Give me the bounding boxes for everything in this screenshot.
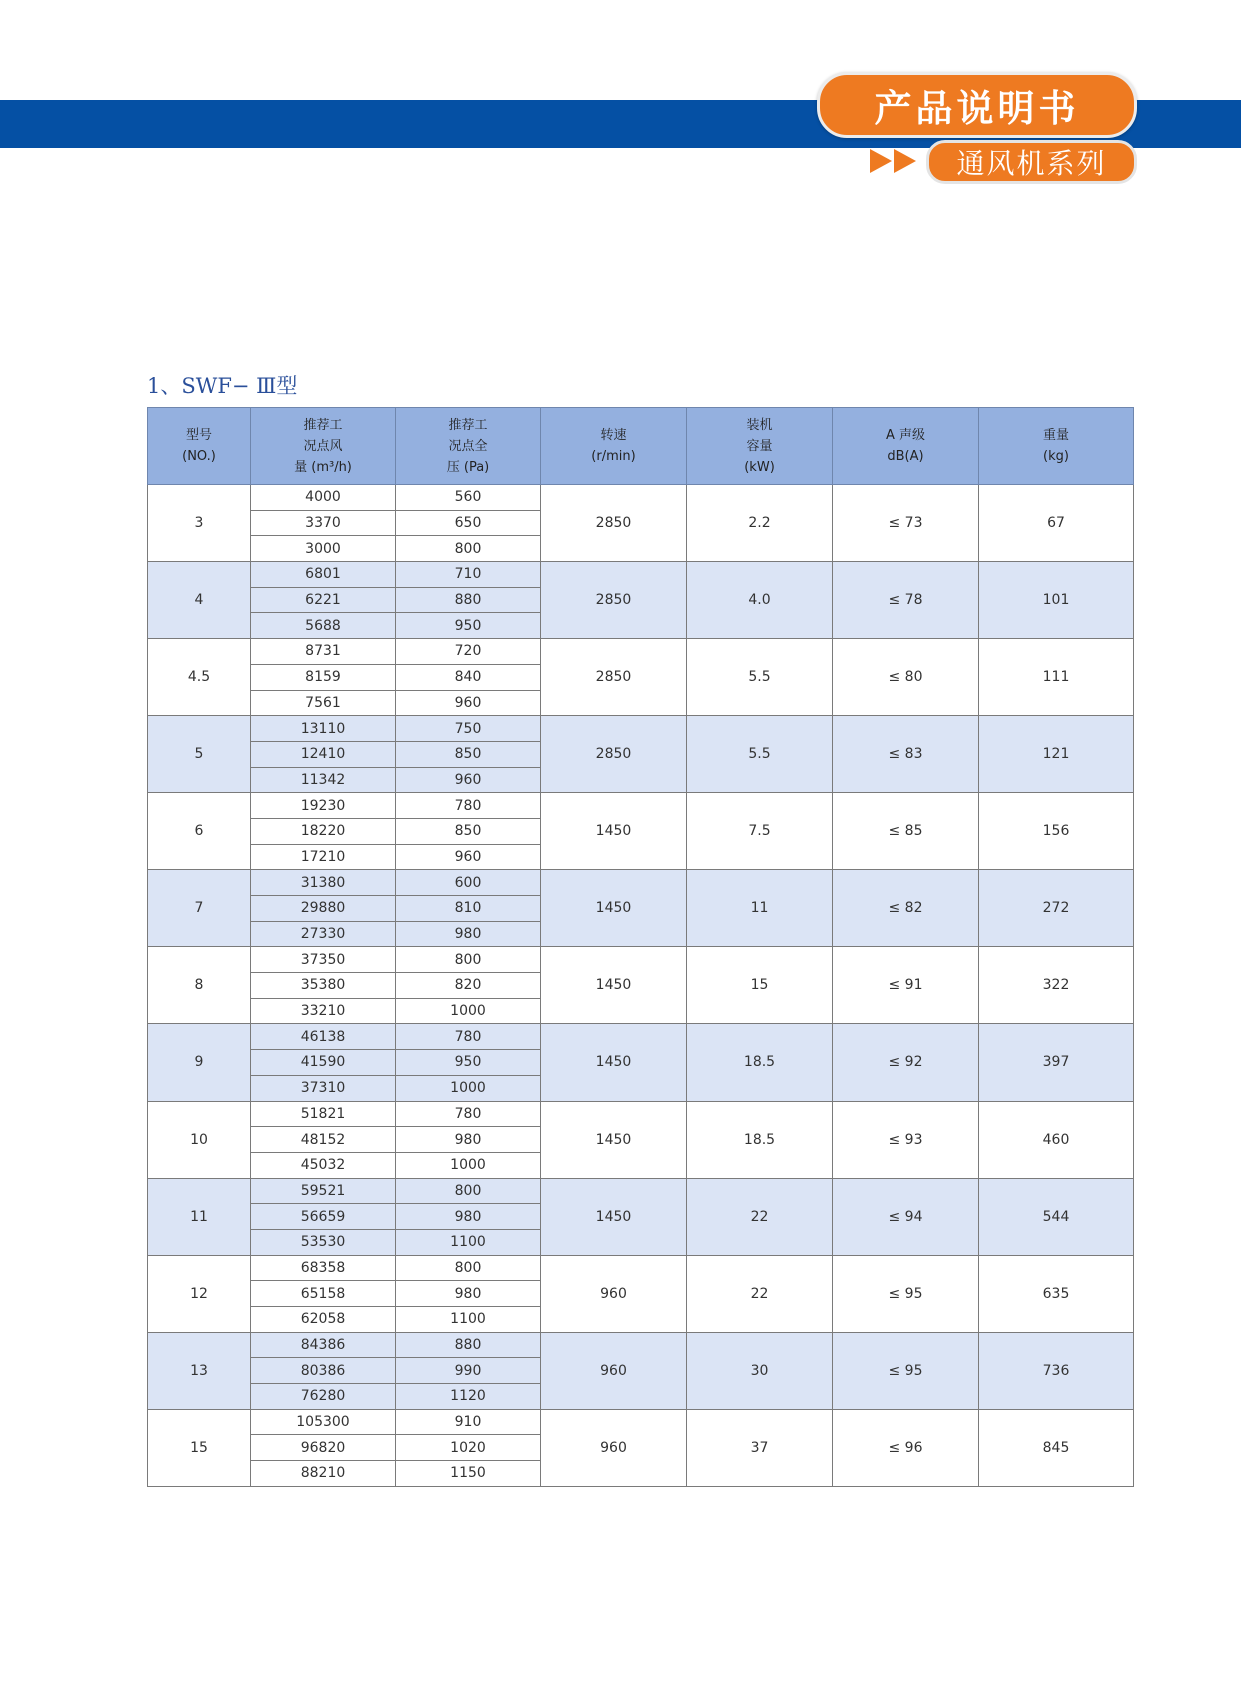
power-cell: 18.5 xyxy=(687,1101,833,1178)
pressure-cell: 980 xyxy=(396,1281,541,1307)
power-cell: 2.2 xyxy=(687,485,833,562)
airflow-cell: 13110 xyxy=(251,716,396,742)
pressure-cell: 980 xyxy=(396,921,541,947)
weight-cell: 845 xyxy=(979,1409,1134,1486)
power-cell: 18.5 xyxy=(687,1024,833,1101)
airflow-cell: 51821 xyxy=(251,1101,396,1127)
power-cell: 4.0 xyxy=(687,562,833,639)
power-cell: 22 xyxy=(687,1255,833,1332)
airflow-cell: 3370 xyxy=(251,510,396,536)
airflow-cell: 6221 xyxy=(251,587,396,613)
airflow-cell: 19230 xyxy=(251,793,396,819)
model-no-cell: 4.5 xyxy=(148,639,251,716)
table-row xyxy=(148,947,1134,973)
power-cell: 11 xyxy=(687,870,833,947)
pressure-cell: 560 xyxy=(396,485,541,511)
pressure-cell: 750 xyxy=(396,716,541,742)
pressure-cell: 1100 xyxy=(396,1307,541,1333)
noise-cell: ≤ 78 xyxy=(833,562,979,639)
airflow-cell: 27330 xyxy=(251,921,396,947)
column-header xyxy=(541,408,687,485)
weight-cell: 67 xyxy=(979,485,1134,562)
noise-cell: ≤ 80 xyxy=(833,639,979,716)
airflow-cell: 11342 xyxy=(251,767,396,793)
weight-cell: 544 xyxy=(979,1178,1134,1255)
column-header-line: (kW) xyxy=(744,459,775,475)
column-header-line: 重量 xyxy=(1042,428,1069,443)
pressure-cell: 650 xyxy=(396,510,541,536)
column-header-line: dB(A) xyxy=(887,449,924,464)
table-row xyxy=(148,1409,1134,1435)
power-cell: 5.5 xyxy=(687,639,833,716)
model-no-cell: 15 xyxy=(148,1409,251,1486)
speed-cell: 2850 xyxy=(541,639,687,716)
pressure-cell: 710 xyxy=(396,562,541,588)
pressure-cell: 1000 xyxy=(396,998,541,1024)
speed-cell: 1450 xyxy=(541,1101,687,1178)
speed-cell: 1450 xyxy=(541,870,687,947)
column-header-line: 转速 xyxy=(600,428,627,443)
noise-cell: ≤ 82 xyxy=(833,870,979,947)
table-row xyxy=(148,793,1134,819)
weight-cell: 635 xyxy=(979,1255,1134,1332)
airflow-cell: 12410 xyxy=(251,741,396,767)
noise-cell: ≤ 73 xyxy=(833,485,979,562)
power-cell: 7.5 xyxy=(687,793,833,870)
noise-cell: ≤ 85 xyxy=(833,793,979,870)
weight-cell: 322 xyxy=(979,947,1134,1024)
airflow-cell: 45032 xyxy=(251,1152,396,1178)
spec-table xyxy=(147,407,1134,1487)
pressure-cell: 840 xyxy=(396,664,541,690)
airflow-cell: 53530 xyxy=(251,1229,396,1255)
weight-cell: 460 xyxy=(979,1101,1134,1178)
speed-cell: 960 xyxy=(541,1332,687,1409)
airflow-cell: 37350 xyxy=(251,947,396,973)
noise-cell: ≤ 92 xyxy=(833,1024,979,1101)
airflow-cell: 35380 xyxy=(251,973,396,999)
pressure-cell: 810 xyxy=(396,896,541,922)
column-header-line: 况点全 xyxy=(448,438,488,454)
airflow-cell: 80386 xyxy=(251,1358,396,1384)
speed-cell: 1450 xyxy=(541,1024,687,1101)
speed-cell: 960 xyxy=(541,1409,687,1486)
column-header xyxy=(979,408,1134,485)
airflow-cell: 8731 xyxy=(251,639,396,665)
pressure-cell: 850 xyxy=(396,741,541,767)
column-header xyxy=(251,408,396,485)
column-header-line: 量 (m³/h) xyxy=(294,459,352,475)
pressure-cell: 960 xyxy=(396,844,541,870)
column-header-line: (kg) xyxy=(1043,449,1069,464)
airflow-cell: 46138 xyxy=(251,1024,396,1050)
column-header-line: 装机 xyxy=(746,417,773,433)
table-row xyxy=(148,1332,1134,1358)
power-cell: 37 xyxy=(687,1409,833,1486)
airflow-cell: 17210 xyxy=(251,844,396,870)
pressure-cell: 1100 xyxy=(396,1229,541,1255)
airflow-cell: 41590 xyxy=(251,1050,396,1076)
column-header-line: 容量 xyxy=(746,438,773,454)
column-header-line: (NO.) xyxy=(182,449,216,464)
speed-cell: 2850 xyxy=(541,716,687,793)
model-no-cell: 3 xyxy=(148,485,251,562)
airflow-cell: 18220 xyxy=(251,818,396,844)
pressure-cell: 850 xyxy=(396,818,541,844)
model-no-cell: 8 xyxy=(148,947,251,1024)
pressure-cell: 960 xyxy=(396,690,541,716)
pressure-cell: 990 xyxy=(396,1358,541,1384)
noise-cell: ≤ 91 xyxy=(833,947,979,1024)
weight-cell: 111 xyxy=(979,639,1134,716)
model-no-cell: 12 xyxy=(148,1255,251,1332)
pressure-cell: 600 xyxy=(396,870,541,896)
column-header-line: A 声级 xyxy=(885,428,926,443)
speed-cell: 2850 xyxy=(541,562,687,639)
airflow-cell: 8159 xyxy=(251,664,396,690)
airflow-cell: 88210 xyxy=(251,1461,396,1487)
model-no-cell: 5 xyxy=(148,716,251,793)
airflow-cell: 56659 xyxy=(251,1204,396,1230)
column-header-line: 推荐工 xyxy=(303,417,343,433)
pressure-cell: 800 xyxy=(396,1178,541,1204)
pressure-cell: 1150 xyxy=(396,1461,541,1487)
weight-cell: 736 xyxy=(979,1332,1134,1409)
noise-cell: ≤ 94 xyxy=(833,1178,979,1255)
table-row xyxy=(148,1255,1134,1281)
airflow-cell: 65158 xyxy=(251,1281,396,1307)
column-header xyxy=(148,408,251,485)
table-row xyxy=(148,485,1134,511)
table-row xyxy=(148,716,1134,742)
airflow-cell: 76280 xyxy=(251,1384,396,1410)
table-row xyxy=(148,562,1134,588)
noise-cell: ≤ 93 xyxy=(833,1101,979,1178)
power-cell: 15 xyxy=(687,947,833,1024)
speed-cell: 1450 xyxy=(541,793,687,870)
model-no-cell: 4 xyxy=(148,562,251,639)
airflow-cell: 68358 xyxy=(251,1255,396,1281)
weight-cell: 272 xyxy=(979,870,1134,947)
pressure-cell: 1120 xyxy=(396,1384,541,1410)
airflow-cell: 31380 xyxy=(251,870,396,896)
noise-cell: ≤ 96 xyxy=(833,1409,979,1486)
table-row xyxy=(148,639,1134,665)
power-cell: 5.5 xyxy=(687,716,833,793)
airflow-cell: 6801 xyxy=(251,562,396,588)
airflow-cell: 29880 xyxy=(251,896,396,922)
power-cell: 22 xyxy=(687,1178,833,1255)
pressure-cell: 980 xyxy=(396,1127,541,1153)
model-no-cell: 6 xyxy=(148,793,251,870)
model-no-cell: 13 xyxy=(148,1332,251,1409)
power-cell: 30 xyxy=(687,1332,833,1409)
speed-cell: 1450 xyxy=(541,1178,687,1255)
column-header-line: 推荐工 xyxy=(448,417,488,433)
airflow-cell: 5688 xyxy=(251,613,396,639)
model-no-cell: 9 xyxy=(148,1024,251,1101)
airflow-cell: 84386 xyxy=(251,1332,396,1358)
airflow-cell: 62058 xyxy=(251,1307,396,1333)
table-row xyxy=(148,1178,1134,1204)
weight-cell: 121 xyxy=(979,716,1134,793)
airflow-cell: 33210 xyxy=(251,998,396,1024)
airflow-cell: 59521 xyxy=(251,1178,396,1204)
pressure-cell: 800 xyxy=(396,536,541,562)
pressure-cell: 720 xyxy=(396,639,541,665)
column-header xyxy=(833,408,979,485)
pressure-cell: 880 xyxy=(396,587,541,613)
double-arrow-icon xyxy=(870,149,918,175)
pressure-cell: 950 xyxy=(396,1050,541,1076)
pressure-cell: 780 xyxy=(396,1101,541,1127)
noise-cell: ≤ 95 xyxy=(833,1332,979,1409)
table-row xyxy=(148,870,1134,896)
pressure-cell: 950 xyxy=(396,613,541,639)
airflow-cell: 4000 xyxy=(251,485,396,511)
airflow-cell: 3000 xyxy=(251,536,396,562)
table-header-row xyxy=(148,408,1134,485)
column-header-line: (r/min) xyxy=(591,449,636,464)
section-title: 1、SWF− Ⅲ型 xyxy=(147,374,298,398)
airflow-cell: 48152 xyxy=(251,1127,396,1153)
weight-cell: 397 xyxy=(979,1024,1134,1101)
pressure-cell: 1000 xyxy=(396,1152,541,1178)
pressure-cell: 960 xyxy=(396,767,541,793)
pressure-cell: 800 xyxy=(396,1255,541,1281)
weight-cell: 156 xyxy=(979,793,1134,870)
speed-cell: 1450 xyxy=(541,947,687,1024)
airflow-cell: 7561 xyxy=(251,690,396,716)
column-header-line: 型号 xyxy=(185,428,212,443)
model-no-cell: 10 xyxy=(148,1101,251,1178)
column-header-line: 况点风 xyxy=(303,438,343,454)
pressure-cell: 1020 xyxy=(396,1435,541,1461)
airflow-cell: 37310 xyxy=(251,1075,396,1101)
table-row xyxy=(148,1024,1134,1050)
model-no-cell: 11 xyxy=(148,1178,251,1255)
column-header xyxy=(687,408,833,485)
column-header xyxy=(396,408,541,485)
pressure-cell: 820 xyxy=(396,973,541,999)
pressure-cell: 780 xyxy=(396,793,541,819)
pressure-cell: 800 xyxy=(396,947,541,973)
pressure-cell: 780 xyxy=(396,1024,541,1050)
brochure-title: 产品说明书 xyxy=(817,72,1137,138)
speed-cell: 960 xyxy=(541,1255,687,1332)
column-header-line: 压 (Pa) xyxy=(446,459,490,475)
speed-cell: 2850 xyxy=(541,485,687,562)
pressure-cell: 980 xyxy=(396,1204,541,1230)
airflow-cell: 105300 xyxy=(251,1409,396,1435)
weight-cell: 101 xyxy=(979,562,1134,639)
pressure-cell: 880 xyxy=(396,1332,541,1358)
airflow-cell: 96820 xyxy=(251,1435,396,1461)
series-subtitle: 通风机系列 xyxy=(926,140,1137,184)
noise-cell: ≤ 95 xyxy=(833,1255,979,1332)
noise-cell: ≤ 83 xyxy=(833,716,979,793)
table-row xyxy=(148,1101,1134,1127)
table-body xyxy=(148,485,1134,1487)
pressure-cell: 910 xyxy=(396,1409,541,1435)
model-no-cell: 7 xyxy=(148,870,251,947)
pressure-cell: 1000 xyxy=(396,1075,541,1101)
